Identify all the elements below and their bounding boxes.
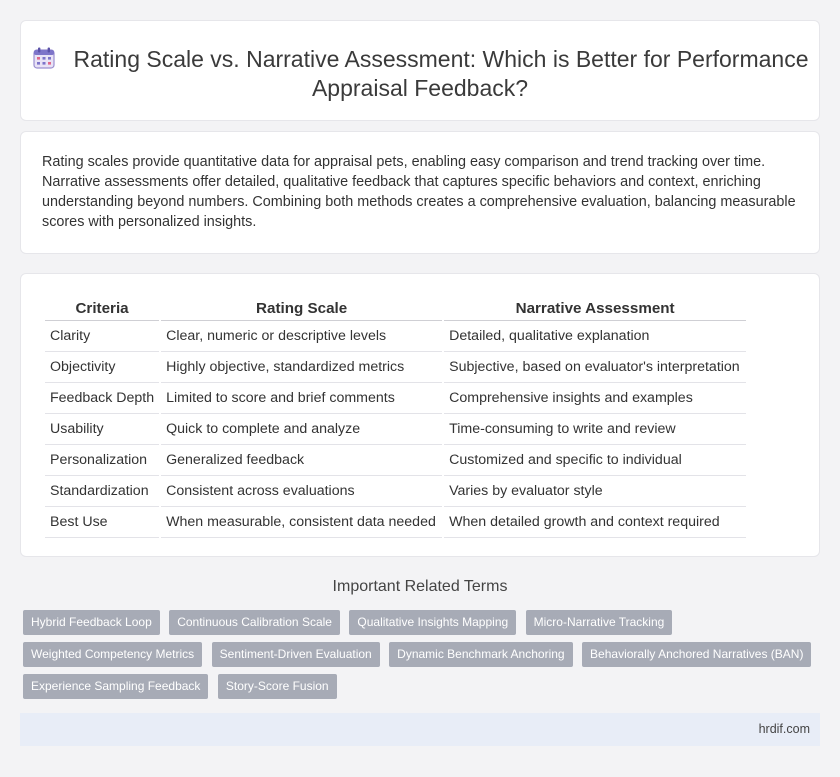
table-cell: Detailed, qualitative explanation [444,321,746,352]
related-term-tag[interactable]: Story-Score Fusion [218,674,337,699]
table-cell: Standardization [45,476,159,507]
related-term-tag[interactable]: Qualitative Insights Mapping [349,610,516,635]
table-cell: Clarity [45,321,159,352]
related-term-tag[interactable]: Sentiment-Driven Evaluation [212,642,380,667]
table-header-row [45,297,746,321]
comparison-table [43,297,748,538]
tag-row [23,610,813,642]
page-title-wrap [21,45,819,103]
table-cell: Quick to complete and analyze [161,414,442,445]
table-cell: Consistent across evaluations [161,476,442,507]
header-criteria: Criteria [45,297,159,321]
table-cell: Subjective, based on evaluator's interpretation [444,352,746,383]
related-term-tag[interactable]: Experience Sampling Feedback [23,674,208,699]
table-cell: Generalized feedback [161,445,442,476]
table-cell: Customized and specific to individual [444,445,746,476]
table-cell: When measurable, consistent data needed [161,507,442,538]
table-cell: Feedback Depth [45,383,159,414]
calendar-icon [32,46,56,70]
table-cell: Best Use [45,507,159,538]
table-cell: Personalization [45,445,159,476]
footer-bar [20,713,820,746]
tag-row [23,642,813,674]
related-term-tag[interactable]: Continuous Calibration Scale [169,610,340,635]
table-row [45,476,746,507]
title-card [20,20,820,121]
table-row [45,414,746,445]
summary-card [20,131,820,254]
table-cell: Limited to score and brief comments [161,383,442,414]
table-cell: Comprehensive insights and examples [444,383,746,414]
page-title: Rating Scale vs. Narrative Assessment: Which is Better for Performance Appraisal Feedback? [73,46,809,101]
table-cell: When detailed growth and context required [444,507,746,538]
summary-paragraph: Rating scales provide quantitative data for appraisal pets, enabling easy comparison and trend tracking over time. Narrative assessments offer detailed, qualitative feedback that captures specific behaviors and context, enriching understanding beyond numbers. Combining both methods creates a comprehensive evaluation, balancing measurable scores with personalized insights. [42,154,796,230]
related-term-tag[interactable]: Micro-Narrative Tracking [526,610,673,635]
tag-row [23,674,813,706]
table-row [45,321,746,352]
related-terms-list [23,610,813,706]
table-row [45,507,746,538]
table-cell: Usability [45,414,159,445]
related-term-tag[interactable]: Behaviorally Anchored Narratives (BAN) [582,642,811,667]
related-term-tag[interactable]: Hybrid Feedback Loop [23,610,160,635]
table-cell: Objectivity [45,352,159,383]
table-cell: Time-consuming to write and review [444,414,746,445]
related-terms-title: Important Related Terms [332,578,508,595]
header-rating-scale: Rating Scale [161,297,442,321]
table-cell: Varies by evaluator style [444,476,746,507]
table-row [45,383,746,414]
table-cell: Highly objective, standardized metrics [161,352,442,383]
comparison-table-card [20,273,820,557]
footer-site-link[interactable]: hrdif.com [758,722,810,736]
related-term-tag[interactable]: Dynamic Benchmark Anchoring [389,642,572,667]
table-row [45,445,746,476]
header-narrative-assessment: Narrative Assessment [444,297,746,321]
table-row [45,352,746,383]
table-cell: Clear, numeric or descriptive levels [161,321,442,352]
related-term-tag[interactable]: Weighted Competency Metrics [23,642,202,667]
